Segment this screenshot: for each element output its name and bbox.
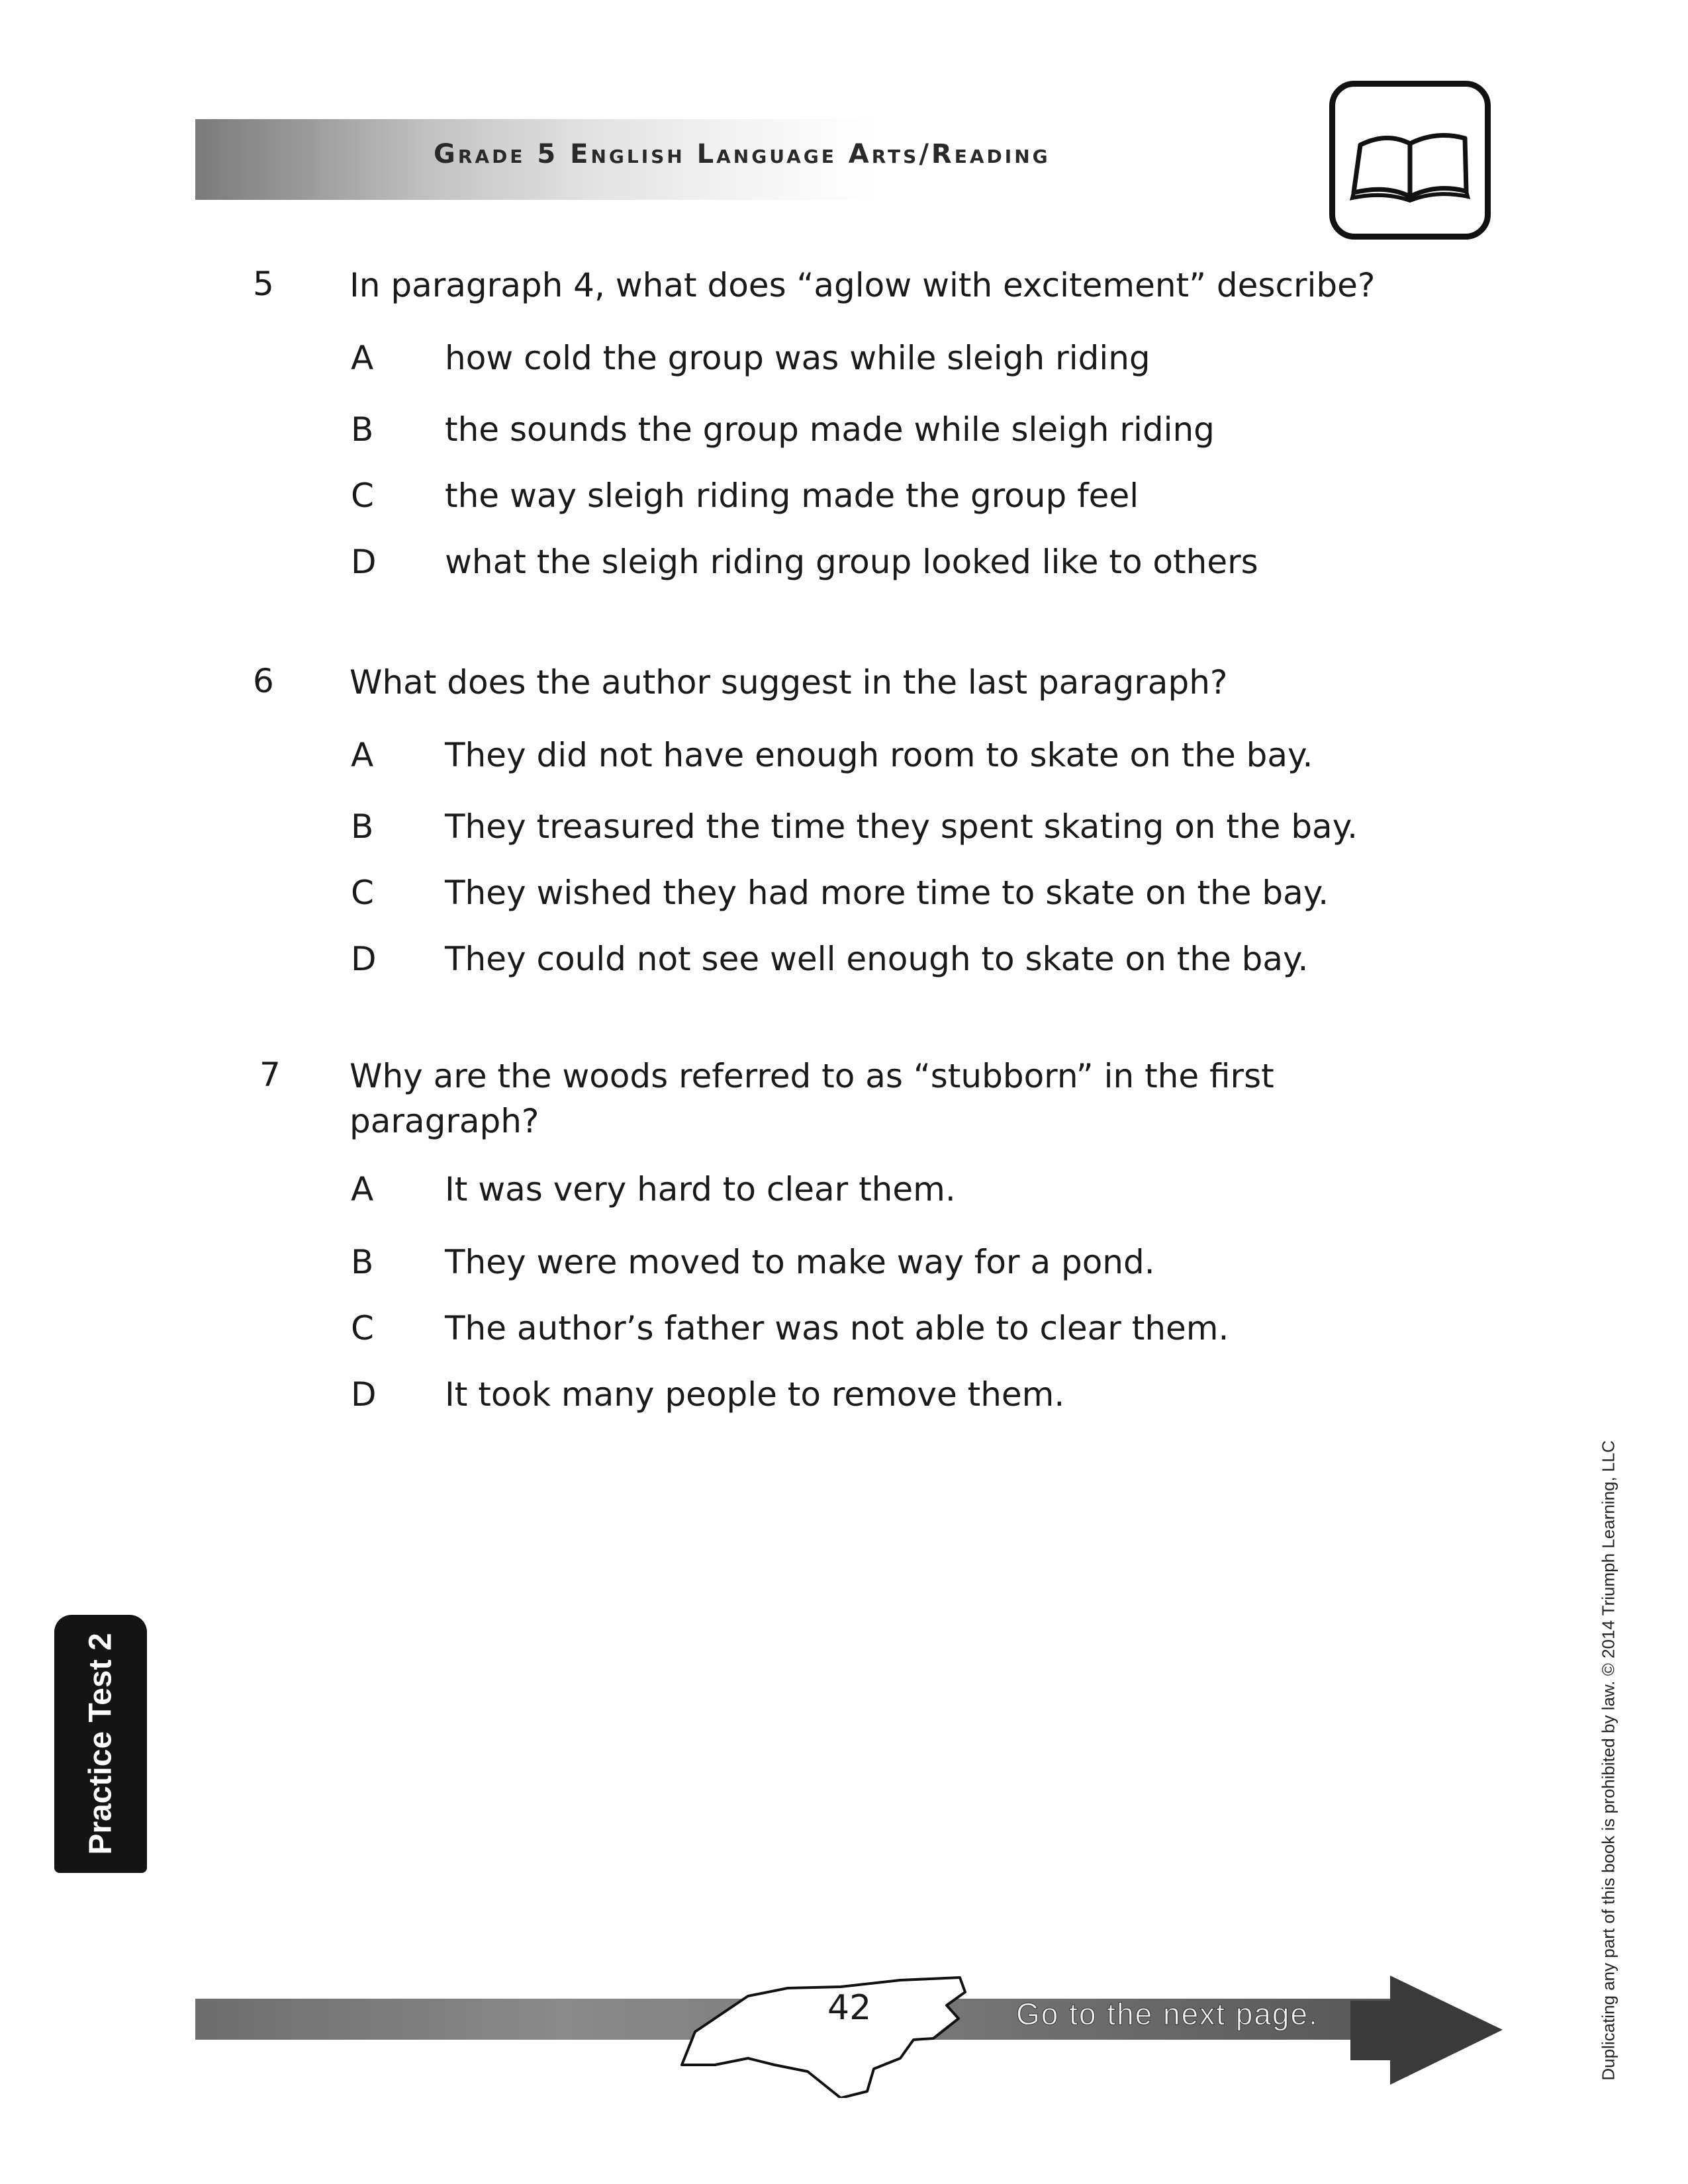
option-letter: D	[351, 940, 377, 978]
practice-test-tab	[54, 1615, 147, 1873]
option-letter: C	[351, 874, 374, 912]
option-text[interactable]: They wished they had more time to skate on the bay.	[445, 874, 1329, 912]
option-text[interactable]: the way sleigh riding made the group feel	[445, 477, 1139, 515]
next-page-label[interactable]: Go to the next page.	[1016, 1997, 1319, 2031]
north-carolina-map-icon	[675, 1966, 980, 2098]
option-letter: B	[351, 807, 374, 846]
option-letter: A	[351, 339, 374, 377]
open-book-icon	[1347, 118, 1473, 205]
option-letter: A	[351, 736, 374, 774]
option-letter: C	[351, 1309, 374, 1347]
option-text[interactable]: the sounds the group made while sleigh riding	[445, 410, 1215, 449]
option-text[interactable]: how cold the group was while sleigh riding	[445, 339, 1150, 377]
option-letter: B	[351, 410, 374, 449]
option-text[interactable]: The author’s father was not able to clear them.	[445, 1309, 1229, 1347]
book-icon-frame	[1329, 81, 1491, 240]
option-letter: B	[351, 1243, 374, 1281]
question-number: 5	[253, 265, 274, 303]
option-text[interactable]: what the sleigh riding group looked like to others	[445, 543, 1258, 581]
question-stem: What does the author suggest in the last paragraph?	[350, 663, 1228, 702]
option-text[interactable]: They did not have enough room to skate on the bay.	[445, 736, 1313, 774]
practice-test-label: Practice Test 2	[83, 1633, 118, 1855]
option-letter: A	[351, 1170, 374, 1208]
question-number: 7	[259, 1056, 281, 1094]
option-letter: D	[351, 1375, 377, 1414]
option-text[interactable]: They could not see well enough to skate on the bay.	[445, 940, 1309, 978]
page-title: Grade 5 English Language Arts/Reading	[434, 139, 1051, 169]
question-stem: Why are the woods referred to as “stubborn” in the first paragraph?	[350, 1057, 1274, 1140]
option-text[interactable]: It was very hard to clear them.	[445, 1170, 956, 1208]
page-number: 42	[827, 1988, 872, 2028]
question-number: 6	[253, 662, 274, 700]
option-letter: D	[351, 543, 377, 581]
option-text[interactable]: They were moved to make way for a pond.	[445, 1243, 1155, 1281]
question-stem: In paragraph 4, what does “aglow with excitement” describe?	[350, 266, 1376, 304]
next-page-arrow-icon	[1350, 1976, 1509, 2088]
option-text[interactable]: It took many people to remove them.	[445, 1375, 1065, 1414]
option-text[interactable]: They treasured the time they spent skating on the bay.	[445, 807, 1358, 846]
copyright-notice: Duplicating any part of this book is prohibited by law. © 2014 Triumph Learning, LLC	[1598, 1440, 1618, 2081]
option-letter: C	[351, 477, 374, 515]
